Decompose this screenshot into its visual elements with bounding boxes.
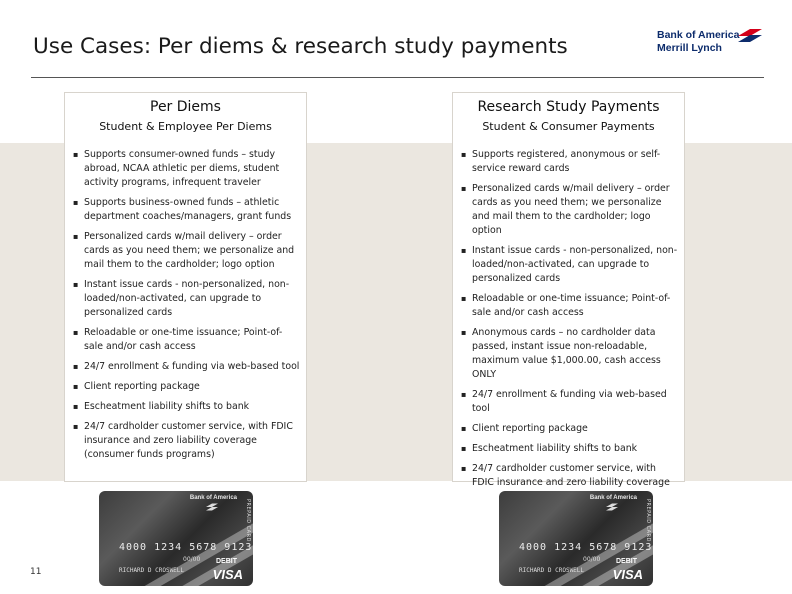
list-item: ▪ Client reporting package <box>73 380 300 394</box>
per-diems-bullet-list <box>73 148 300 468</box>
list-item: ▪ Instant issue cards - non-personalized, non-loaded/non-activated, can upgrade to personalized cards <box>461 244 678 286</box>
per-diems-subheading: Student & Employee Per Diems <box>99 120 272 133</box>
list-item: ▪ Anonymous cards – no cardholder data passed, instant issue non-reloadable, maximum value $1,000.00, cash access ONLY <box>461 326 678 382</box>
list-item: ▪ Escheatment liability shifts to bank <box>73 400 300 414</box>
page-number: 11 <box>30 567 42 577</box>
research-heading: Research Study Payments <box>477 99 660 115</box>
list-item: ▪ Personalized cards w/mail delivery – order cards as you need them; we personalize and mail them to the cardholder; logo option <box>73 230 300 272</box>
list-item: ▪ Instant issue cards - non-personalized, non-loaded/non-activated, can upgrade to personalized cards <box>73 278 300 320</box>
list-item: ▪ Client reporting package <box>461 422 678 436</box>
list-item: ▪ Escheatment liability shifts to bank <box>461 442 678 456</box>
list-item: ▪ Personalized cards w/mail delivery – order cards as you need them; we personalize and mail them to the cardholder; logo option <box>461 182 678 238</box>
card-expiry: 00/00 <box>183 556 201 563</box>
list-item: ▪ 24/7 cardholder customer service, with FDIC insurance and zero liability coverage (consumer funds programs) <box>73 420 300 462</box>
list-item: ▪ 24/7 cardholder customer service, with FDIC insurance and zero liability coverage <box>461 462 678 490</box>
research-bullet-list <box>461 148 678 496</box>
list-item: ▪ Reloadable or one-time issuance; Point-of-sale and/or cash access <box>461 292 678 320</box>
per-diems-panel <box>64 92 307 482</box>
card-flag-icon <box>205 503 219 511</box>
research-subheading: Student & Consumer Payments <box>482 120 655 133</box>
card-holder: RICHARD D CROSWELL <box>519 567 585 574</box>
card-number: 4000 1234 5678 9123 <box>519 542 653 553</box>
visa-logo: VISA <box>212 567 243 582</box>
list-item: ▪ Supports registered, anonymous or self-service reward cards <box>461 148 678 176</box>
per-diems-heading: Per Diems <box>150 99 221 115</box>
logo-line-1: Bank of America <box>657 29 740 41</box>
list-item: ▪ Reloadable or one-time issuance; Point-of-sale and/or cash access <box>73 326 300 354</box>
list-item: ▪ 24/7 enrollment & funding via web-based tool <box>461 388 678 416</box>
flag-icon <box>736 28 764 44</box>
list-item: ▪ Supports business-owned funds – athletic department coaches/managers, grant funds <box>73 196 300 224</box>
card-number: 4000 1234 5678 9123 <box>119 542 253 553</box>
card-holder: RICHARD D CROSWELL <box>119 567 185 574</box>
visa-logo: VISA <box>612 567 643 582</box>
card-expiry: 00/00 <box>583 556 601 563</box>
card-bank-name: Bank of America <box>189 495 237 501</box>
research-panel <box>452 92 685 488</box>
title-divider <box>31 77 764 78</box>
logo-line-2: Merrill Lynch <box>657 42 722 54</box>
card-flag-icon <box>605 503 619 511</box>
list-item: ▪ Supports consumer-owned funds – study abroad, NCAA athletic per diems, student activity programs, infrequent traveler <box>73 148 300 190</box>
card-vertical-label: PREPAID CARD <box>245 499 251 542</box>
card-vertical-label: PREPAID CARD <box>645 499 651 542</box>
prepaid-card-image <box>99 491 253 586</box>
prepaid-card-image <box>499 491 653 586</box>
list-item: ▪ 24/7 enrollment & funding via web-based tool <box>73 360 300 374</box>
brand-logo <box>657 28 767 58</box>
card-debit-label: DEBIT <box>216 558 237 565</box>
page-title: Use Cases: Per diems & research study payments <box>33 34 568 59</box>
card-debit-label: DEBIT <box>616 558 637 565</box>
card-bank-name: Bank of America <box>589 495 637 501</box>
